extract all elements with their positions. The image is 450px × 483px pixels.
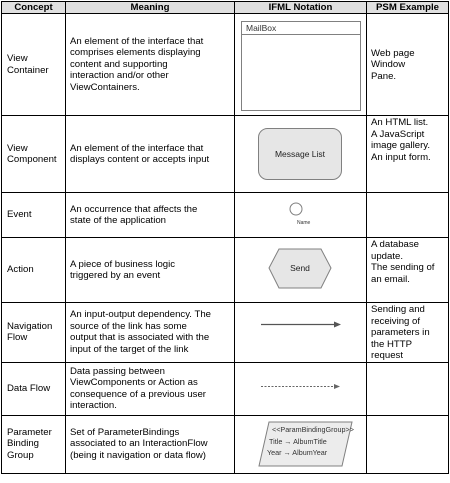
table-row	[2, 116, 449, 193]
meaning-cell: An occurrence that affects the state of the application	[66, 193, 235, 238]
meaning-cell: Data passing between ViewComponents or Action as consequence of a previous user interaction.	[66, 362, 235, 415]
table-row	[2, 415, 449, 473]
concept-cell: Data Flow	[2, 362, 66, 415]
meaning-cell: A piece of business logic triggered by an event	[66, 238, 235, 303]
psm-cell: Sending and receiving of parameters in the HTTP request	[367, 303, 449, 363]
header-meaning: Meaning	[66, 2, 235, 14]
view-component-symbol	[235, 116, 367, 192]
notation-cell	[235, 238, 367, 303]
psm-cell: An HTML list. A JavaScript image gallery. An input form.	[367, 116, 449, 193]
parameter-binding-group-symbol	[235, 416, 367, 473]
concept-cell: Parameter Binding Group	[2, 415, 66, 473]
header-notation: IFML Notation	[235, 2, 367, 14]
action-label: Send	[290, 263, 310, 273]
meaning-cell: An input-output dependency. The source of the link has some output that is associated with the input of the target of the link	[66, 303, 235, 363]
notation-cell	[235, 362, 367, 415]
table-row	[2, 193, 449, 238]
meaning-cell: An element of the interface that comprises elements displaying content and supporting interaction and/or other ViewContainers.	[66, 14, 235, 116]
table-row	[2, 362, 449, 415]
meaning-cell: Set of ParameterBindings associated to an InteractionFlow (being it navigation or data flow)	[66, 415, 235, 473]
psm-cell: Web page Window Pane.	[367, 14, 449, 116]
param-binding-line-2: Year → AlbumYear	[267, 447, 328, 457]
data-flow-symbol	[235, 363, 367, 415]
concept-cell: View Container	[2, 14, 66, 116]
view-container-symbol	[235, 14, 367, 115]
concept-cell: Event	[2, 193, 66, 238]
navigation-flow-symbol	[235, 304, 367, 361]
header-row	[2, 2, 449, 14]
concept-cell: Action	[2, 238, 66, 303]
notation-cell	[235, 116, 367, 193]
event-symbol	[235, 193, 367, 237]
view-container-label: MailBox	[246, 23, 277, 33]
concept-cell: View Component	[2, 116, 66, 193]
notation-cell	[235, 415, 367, 473]
psm-cell: A database update. The sending of an email.	[367, 238, 449, 303]
psm-cell	[367, 415, 449, 473]
header-concept: Concept	[2, 2, 66, 14]
table-row	[2, 14, 449, 116]
ifml-concepts-table	[1, 1, 449, 474]
view-component-label: Message List	[274, 149, 326, 159]
header-psm: PSM Example	[367, 2, 449, 14]
param-binding-stereotype: <<ParamBindingGroup>>	[272, 424, 354, 434]
notation-cell	[235, 303, 367, 363]
psm-cell	[367, 362, 449, 415]
table-row	[2, 303, 449, 363]
meaning-cell: An element of the interface that displays content or accepts input	[66, 116, 235, 193]
param-binding-line-1: Title → AlbumTitle	[269, 436, 327, 446]
notation-cell	[235, 14, 367, 116]
psm-cell	[367, 193, 449, 238]
event-label: Name	[297, 220, 311, 226]
notation-cell	[235, 193, 367, 238]
action-symbol	[235, 238, 367, 302]
table-row	[2, 238, 449, 303]
concept-cell: Navigation Flow	[2, 303, 66, 363]
